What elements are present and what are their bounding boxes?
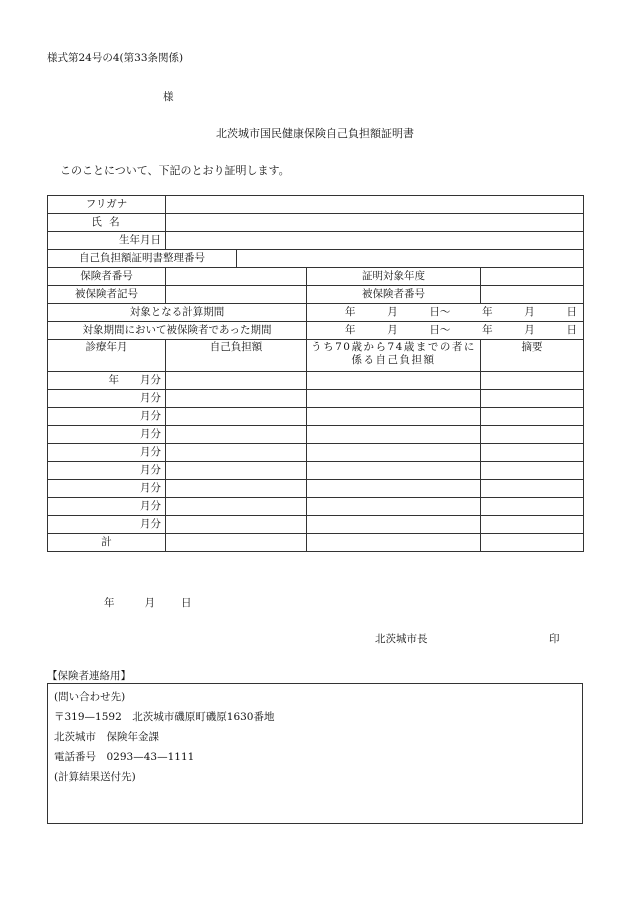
- document-title: 北茨城市国民健康保険自己負担額証明書: [216, 127, 414, 140]
- insured-period-day-from: 日〜: [429, 324, 451, 336]
- calc-period-month-from: 月: [387, 306, 398, 318]
- contact-phone: 電話番号 0293—43—1111: [54, 751, 195, 763]
- age-70-74-cell[interactable]: [307, 444, 481, 462]
- insured-symbol-label: 被保険者記号: [48, 286, 166, 304]
- contact-heading: 【保険者連絡用】: [47, 670, 131, 682]
- calc-period-dates[interactable]: [307, 304, 584, 322]
- table-row: [48, 480, 584, 498]
- total-age-70-74-cell[interactable]: [307, 534, 481, 552]
- calc-period-year-from: 年: [345, 306, 356, 318]
- self-pay-cell[interactable]: [166, 444, 307, 462]
- total-label: 計: [48, 534, 166, 552]
- furigana-row: [48, 196, 584, 214]
- certificate-table: [47, 195, 584, 552]
- calc-period-day-to: 日: [566, 306, 577, 318]
- month-cell: 月分: [48, 444, 166, 462]
- total-row: [48, 534, 584, 552]
- self-pay-cell[interactable]: [166, 408, 307, 426]
- contact-address: 〒319—1592 北茨城市磯原町磯原1630番地: [54, 711, 275, 723]
- month-cell: [48, 372, 166, 390]
- table-row: [48, 462, 584, 480]
- insured-period-month-to: 月: [524, 324, 535, 336]
- col-remarks-header: 摘要: [481, 340, 584, 372]
- contact-box: [47, 683, 583, 824]
- table-row: [48, 372, 584, 390]
- send-to-label: (計算結果送付先): [54, 771, 136, 783]
- month-cell: 月分: [48, 498, 166, 516]
- self-pay-cell[interactable]: [166, 480, 307, 498]
- month-cell: 月分: [48, 390, 166, 408]
- remarks-cell[interactable]: [481, 426, 584, 444]
- col-month-header: 診療年月: [48, 340, 166, 372]
- calc-period-label: 対象となる計算期間: [48, 304, 307, 322]
- issue-date-month: 月: [144, 597, 155, 609]
- furigana-label: フリガナ: [48, 196, 166, 214]
- age-70-74-cell[interactable]: [307, 516, 481, 534]
- table-row: [48, 390, 584, 408]
- age-70-74-cell[interactable]: [307, 408, 481, 426]
- name-label: 氏 名: [48, 214, 166, 232]
- name-field[interactable]: [166, 214, 584, 232]
- month-year-label: 年: [108, 374, 119, 386]
- column-header-row: [48, 340, 584, 372]
- issue-date-year: 年: [104, 597, 115, 609]
- certification-statement: このことについて、下記のとおり証明します。: [60, 164, 290, 177]
- self-pay-cell[interactable]: [166, 390, 307, 408]
- remarks-cell[interactable]: [481, 390, 584, 408]
- addressee-honorific: 様: [163, 91, 174, 103]
- cert-number-label: 自己負担額証明書整理番号: [48, 250, 237, 268]
- insured-symbol-field[interactable]: [166, 286, 307, 304]
- issue-date-day: 日: [181, 597, 192, 609]
- insured-period-year-from: 年: [345, 324, 356, 336]
- cert-number-row: [48, 250, 584, 268]
- month-cell: 月分: [48, 516, 166, 534]
- calc-period-year-to: 年: [482, 306, 493, 318]
- remarks-cell[interactable]: [481, 480, 584, 498]
- remarks-cell[interactable]: [481, 516, 584, 534]
- self-pay-cell[interactable]: [166, 516, 307, 534]
- insured-number-label: 被保険者番号: [307, 286, 481, 304]
- insurer-number-field[interactable]: [166, 268, 307, 286]
- remarks-cell[interactable]: [481, 408, 584, 426]
- table-row: [48, 444, 584, 462]
- insurer-number-label: 保険者番号: [48, 268, 166, 286]
- insured-number-field[interactable]: [481, 286, 584, 304]
- remarks-cell[interactable]: [481, 462, 584, 480]
- calc-period-row: [48, 304, 584, 322]
- self-pay-cell[interactable]: [166, 498, 307, 516]
- target-year-label: 証明対象年度: [307, 268, 481, 286]
- total-self-pay-cell[interactable]: [166, 534, 307, 552]
- month-unit-label: 月分: [140, 374, 161, 386]
- seal-mark: 印: [549, 633, 560, 645]
- furigana-field[interactable]: [166, 196, 584, 214]
- birthdate-label: 生年月日: [48, 232, 166, 250]
- calc-period-month-to: 月: [524, 306, 535, 318]
- insured-row: [48, 286, 584, 304]
- form-number: 様式第24号の4(第33条関係): [47, 52, 184, 64]
- birthdate-field[interactable]: [166, 232, 584, 250]
- insured-period-year-to: 年: [482, 324, 493, 336]
- insured-period-month-from: 月: [387, 324, 398, 336]
- self-pay-cell[interactable]: [166, 372, 307, 390]
- insured-period-day-to: 日: [566, 324, 577, 336]
- age-70-74-cell[interactable]: [307, 462, 481, 480]
- age-70-74-cell[interactable]: [307, 390, 481, 408]
- target-year-field[interactable]: [481, 268, 584, 286]
- remarks-cell[interactable]: [481, 372, 584, 390]
- name-row: [48, 214, 584, 232]
- month-cell: 月分: [48, 480, 166, 498]
- self-pay-cell[interactable]: [166, 462, 307, 480]
- remarks-cell[interactable]: [481, 498, 584, 516]
- table-row: [48, 426, 584, 444]
- age-70-74-cell[interactable]: [307, 480, 481, 498]
- calc-period-day-from: 日〜: [429, 306, 451, 318]
- insured-period-row: [48, 322, 584, 340]
- total-remarks-cell[interactable]: [481, 534, 584, 552]
- age-70-74-cell[interactable]: [307, 372, 481, 390]
- contact-department: 北茨城市 保険年金課: [54, 731, 159, 743]
- table-row: [48, 498, 584, 516]
- birthdate-row: [48, 232, 584, 250]
- col-age-70-74-header: うち70歳から74歳までの者に係る自己負担額: [307, 340, 481, 372]
- cert-number-field[interactable]: [237, 250, 584, 268]
- self-pay-cell[interactable]: [166, 426, 307, 444]
- insured-period-dates[interactable]: [307, 322, 584, 340]
- remarks-cell[interactable]: [481, 444, 584, 462]
- insurer-row: [48, 268, 584, 286]
- month-cell: 月分: [48, 426, 166, 444]
- age-70-74-cell[interactable]: [307, 426, 481, 444]
- age-70-74-cell[interactable]: [307, 498, 481, 516]
- inquiry-label: (問い合わせ先): [54, 691, 126, 703]
- issue-date: [104, 595, 192, 610]
- col-self-pay-header: 自己負担額: [166, 340, 307, 372]
- insured-period-label: 対象期間において被保険者であった期間: [48, 322, 307, 340]
- table-row: [48, 516, 584, 534]
- month-cell: 月分: [48, 462, 166, 480]
- month-cell: 月分: [48, 408, 166, 426]
- signer-title: 北茨城市長: [375, 633, 428, 645]
- table-row: [48, 408, 584, 426]
